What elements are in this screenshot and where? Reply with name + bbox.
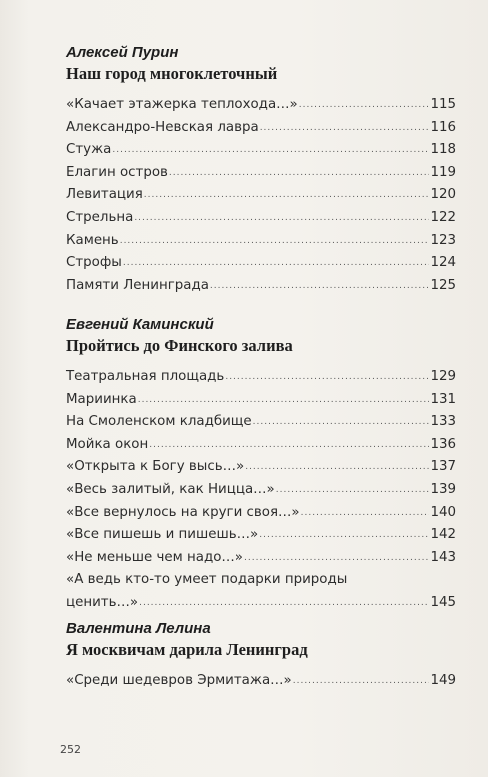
toc-entry-title: Мойка окон [66, 436, 149, 452]
toc-entry-title: Камень [66, 232, 119, 248]
toc-section-purin [66, 44, 456, 297]
toc-entry[interactable] [66, 456, 456, 479]
toc-entry-page: 136 [430, 436, 456, 452]
dot-leader [134, 207, 429, 230]
toc-entry[interactable] [66, 389, 456, 412]
toc-entry[interactable] [66, 117, 456, 140]
toc-entry-title: Стужа [66, 142, 112, 158]
dot-leader [149, 434, 429, 457]
dot-leader [210, 275, 430, 298]
toc-entry[interactable] [66, 479, 456, 502]
toc-list [66, 670, 456, 693]
section-title: Я москвичам дарила Ленинград [66, 640, 308, 659]
dot-leader [169, 162, 430, 185]
toc-entry-line2 [66, 592, 456, 615]
toc-entry[interactable] [66, 207, 456, 230]
toc-entry-title: Памяти Ленинграда [66, 277, 209, 293]
section-title: Пройтись до Финского залива [66, 336, 293, 355]
toc-entry-title: Стрельна [66, 209, 134, 225]
toc-entry[interactable] [66, 230, 456, 253]
dot-leader [293, 670, 430, 693]
toc-entry-page: 149 [430, 673, 456, 688]
toc-entry-title: «Весь залитый, как Ницца…» [66, 481, 275, 497]
toc-entry-title: «Не меньше чем надо…» [66, 549, 243, 565]
toc-entry-title-line2: ценить…» [66, 594, 139, 610]
dot-leader [253, 411, 430, 434]
toc-entry[interactable] [66, 162, 456, 185]
dot-leader [276, 479, 430, 502]
toc-entry[interactable] [66, 139, 456, 162]
toc-entry-page: 137 [430, 459, 456, 475]
dot-leader [260, 117, 430, 140]
toc-entry-page: 120 [430, 187, 456, 203]
toc-entry-page: 145 [430, 594, 456, 610]
dot-leader [225, 366, 429, 389]
toc-entry-title: «Все вернулось на круги своя…» [66, 504, 300, 520]
dot-leader [112, 139, 429, 162]
dot-leader [245, 456, 429, 479]
toc-section-kaminsky [66, 316, 456, 615]
toc-entry-title: «Среди шедевров Эрмитажа…» [66, 673, 292, 688]
toc-entry-title: На Смоленском кладбище [66, 414, 252, 430]
toc-entry[interactable] [66, 275, 456, 298]
toc-entry-page: 142 [430, 527, 456, 543]
dot-leader [120, 230, 430, 253]
toc-entry[interactable] [66, 252, 456, 275]
toc-entry-title: Левитация [66, 187, 143, 203]
toc-entry-title: Строфы [66, 255, 122, 271]
dot-leader [138, 389, 430, 412]
dot-leader [299, 94, 430, 117]
section-title: Наш город многоклеточный [66, 64, 278, 83]
dot-leader [123, 252, 430, 275]
toc-entry[interactable] [66, 547, 456, 570]
toc-entry-page: 124 [430, 255, 456, 271]
toc-entry-page: 140 [430, 504, 456, 520]
toc-entry-title: «Все пишешь и пишешь…» [66, 527, 259, 543]
toc-entry[interactable] [66, 434, 456, 457]
author-name: Евгений Каминский [66, 316, 214, 333]
page-number: 252 [60, 743, 81, 756]
author-name: Валентина Лелина [66, 620, 211, 637]
toc-entry-page: 115 [430, 97, 456, 112]
toc-entry-title: Театральная площадь [66, 369, 225, 384]
dot-leader [244, 547, 429, 570]
dot-leader [259, 524, 429, 547]
toc-entry-page: 118 [430, 142, 456, 158]
toc-entry-page: 123 [430, 232, 456, 248]
toc-section-lelina [66, 620, 456, 693]
toc-entry[interactable] [66, 670, 456, 693]
toc-entry-page: 129 [430, 369, 456, 384]
toc-entry-title-line1: «А ведь кто-то умеет подарки природы [66, 572, 348, 588]
toc-entry-title: «Открыта к Богу высь…» [66, 459, 245, 475]
dot-leader [144, 184, 430, 207]
toc-entry-page: 116 [430, 119, 456, 135]
toc-entry-title: Александро-Невская лавра [66, 119, 259, 135]
toc-entry[interactable] [66, 502, 456, 525]
toc-entry-page: 122 [430, 209, 456, 225]
toc-entry-page: 143 [430, 549, 456, 565]
toc-entry-page: 139 [430, 481, 456, 497]
dot-leader [301, 502, 430, 525]
toc-list [66, 366, 456, 615]
dot-leader [139, 592, 429, 615]
toc-entry[interactable] [66, 524, 456, 547]
toc-entry-title: «Качает этажерка теплохода…» [66, 97, 298, 112]
toc-entry-page: 133 [430, 414, 456, 430]
toc-entry-page: 119 [430, 164, 456, 180]
toc-entry-title: Мариинка [66, 391, 137, 407]
toc-entry[interactable] [66, 411, 456, 434]
toc-entry-title: Елагин остров [66, 164, 168, 180]
toc-entry[interactable] [66, 366, 456, 389]
toc-entry-page: 131 [430, 391, 456, 407]
toc-entry-page: 125 [430, 277, 456, 293]
toc-entry[interactable] [66, 184, 456, 207]
toc-list [66, 94, 456, 297]
toc-entry-multiline[interactable] [66, 569, 456, 614]
toc-entry[interactable] [66, 94, 456, 117]
author-name: Алексей Пурин [66, 44, 179, 61]
